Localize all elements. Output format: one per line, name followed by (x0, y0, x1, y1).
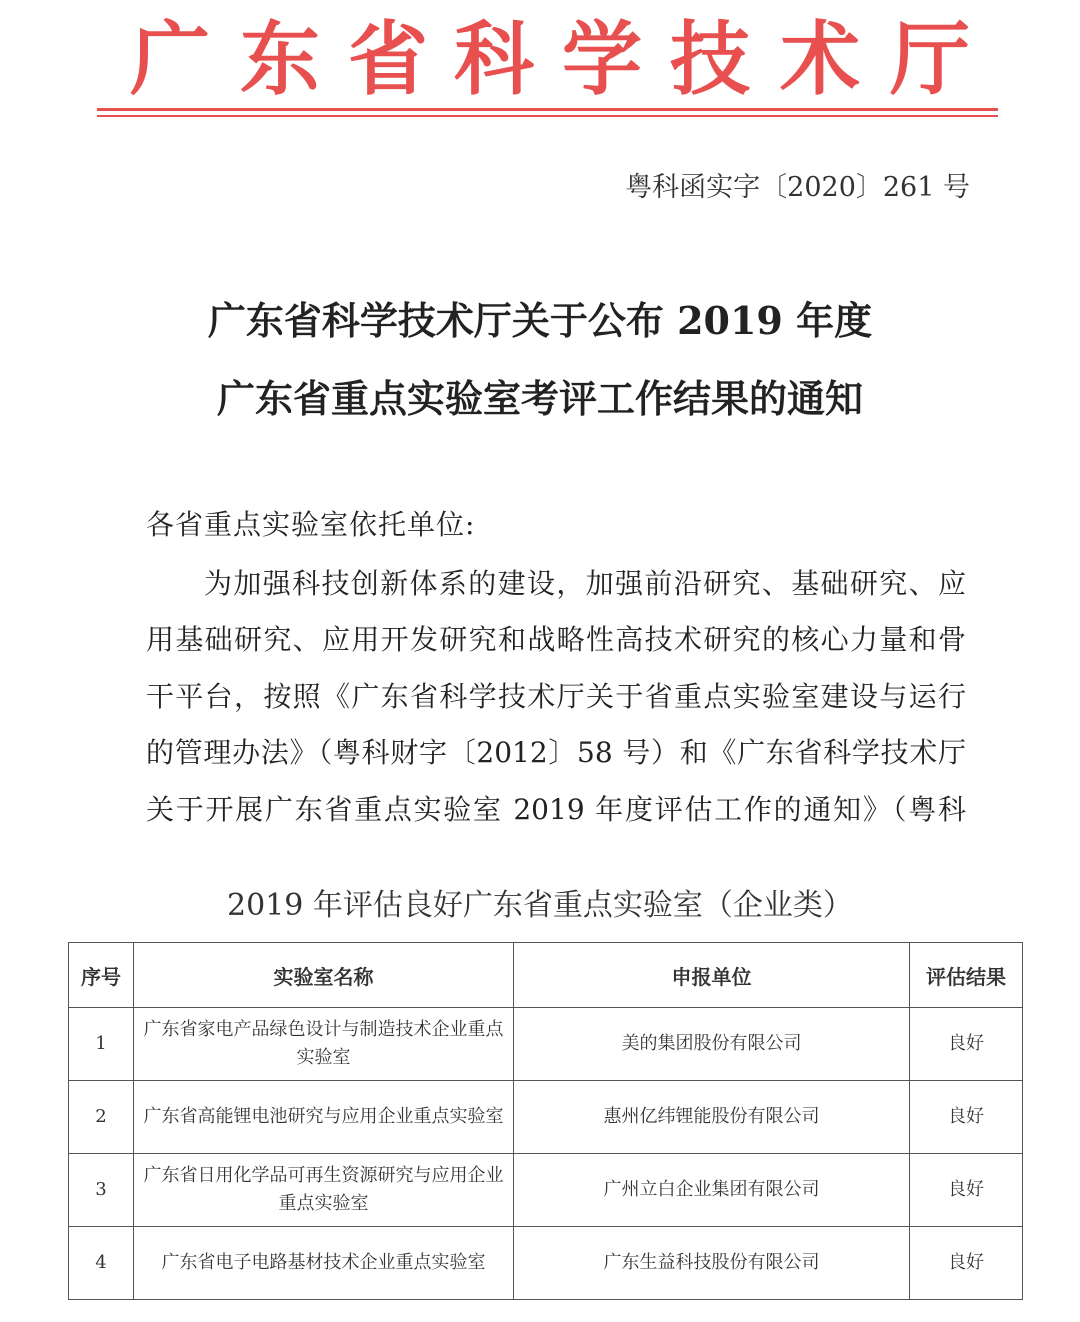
header-result: 评估结果 (910, 943, 1023, 1008)
cell-result: 良好 (910, 1008, 1023, 1081)
document-title-line-1: 广东省科学技术厅关于公布 2019 年度 (207, 298, 873, 343)
cell-unit: 广州立白企业集团有限公司 (514, 1154, 910, 1227)
header-unit: 申报单位 (514, 943, 910, 1008)
table-row (69, 1008, 1023, 1081)
letterhead-char: 技 (670, 12, 750, 106)
salutation: 各省重点实验室依托单位: (146, 508, 476, 541)
letterhead-char: 厅 (890, 12, 970, 106)
table-row (69, 1154, 1023, 1227)
letterhead-char: 广 (130, 12, 210, 106)
letterhead-char: 省 (348, 12, 428, 106)
header-seq: 序号 (69, 943, 134, 1008)
document-number: 粤科函实字〔2020〕261 号 (625, 172, 970, 203)
letterhead-rule-thin (97, 115, 998, 117)
cell-result: 良好 (910, 1081, 1023, 1154)
table-header-row (69, 943, 1023, 1008)
cell-lab-name: 广东省高能锂电池研究与应用企业重点实验室 (134, 1081, 514, 1154)
letterhead-char: 学 (562, 12, 642, 106)
body-paragraph-line: 为加强科技创新体系的建设，加强前沿研究、基础研究、应 (204, 567, 966, 600)
cell-lab-name: 广东省电子电路基材技术企业重点实验室 (134, 1227, 514, 1300)
letterhead-char: 术 (780, 12, 860, 106)
body-paragraph-line: 的管理办法》（粤科财字〔2012〕58 号）和《广东省科学技术厅 (146, 736, 966, 769)
cell-lab-name: 广东省日用化学品可再生资源研究与应用企业重点实验室 (134, 1154, 514, 1227)
document-title-line-2: 广东省重点实验室考评工作结果的通知 (216, 376, 863, 421)
results-table (68, 942, 1023, 1300)
cell-seq: 2 (69, 1081, 134, 1154)
body-paragraph-line: 用基础研究、应用开发研究和战略性高技术研究的核心力量和骨 (146, 623, 966, 656)
letterhead-title (0, 14, 1080, 104)
body-paragraph-line: 干平台，按照《广东省科学技术厅关于省重点实验室建设与运行 (146, 680, 966, 713)
body-paragraph-line: 关于开展广东省重点实验室 2019 年度评估工作的通知》（粤科 (146, 793, 966, 826)
letterhead-char: 科 (454, 12, 534, 106)
cell-lab-name: 广东省家电产品绿色设计与制造技术企业重点实验室 (134, 1008, 514, 1081)
cell-result: 良好 (910, 1154, 1023, 1227)
cell-unit: 美的集团股份有限公司 (514, 1008, 910, 1081)
cell-unit: 广东生益科技股份有限公司 (514, 1227, 910, 1300)
letterhead-char: 东 (240, 12, 320, 106)
table-row (69, 1081, 1023, 1154)
cell-seq: 4 (69, 1227, 134, 1300)
cell-result: 良好 (910, 1227, 1023, 1300)
cell-seq: 1 (69, 1008, 134, 1081)
table-title: 2019 年评估良好广东省重点实验室（企业类） (227, 888, 853, 923)
header-lab-name: 实验室名称 (134, 943, 514, 1008)
cell-seq: 3 (69, 1154, 134, 1227)
table-row (69, 1227, 1023, 1300)
cell-unit: 惠州亿纬锂能股份有限公司 (514, 1081, 910, 1154)
letterhead-rule-thick (97, 108, 998, 111)
